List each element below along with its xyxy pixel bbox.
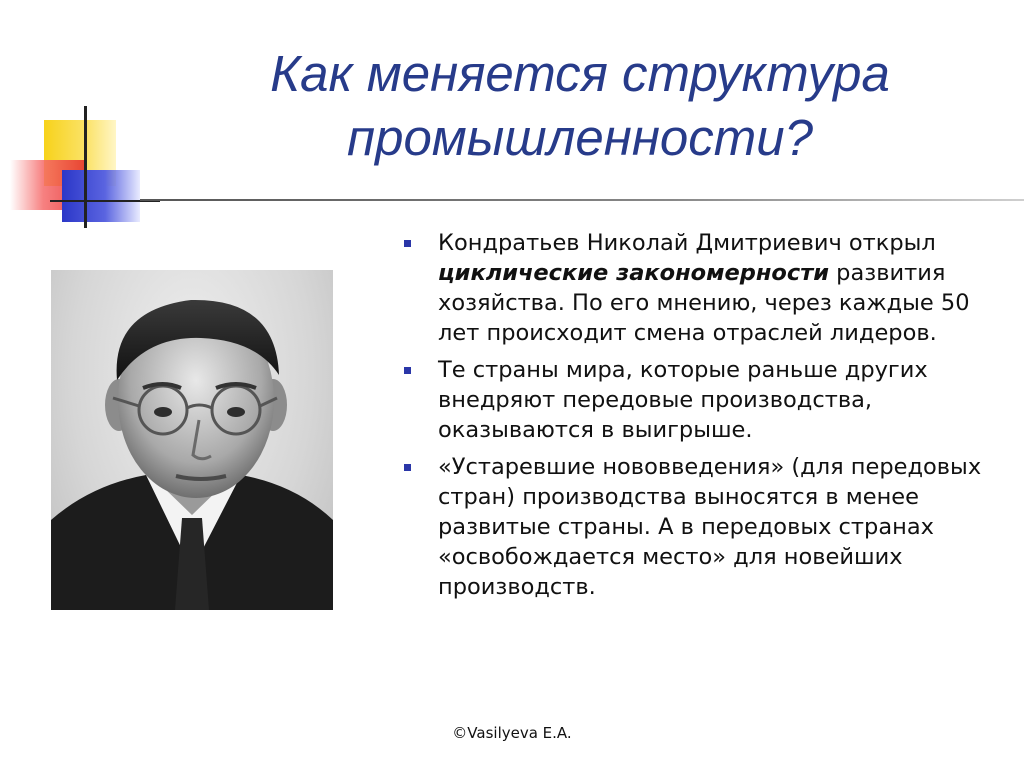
square-bullet-icon: [404, 240, 411, 247]
square-bullet-icon: [404, 367, 411, 374]
portrait-photo: [51, 270, 333, 610]
title-divider: [140, 199, 1024, 201]
vertical-line-decoration: [84, 106, 87, 228]
bullet-list: [398, 228, 1008, 609]
bullet-text: Те страны мира, которые раньше других внедряют передовые производства, оказываются в выигрыше.: [438, 357, 928, 443]
bullet-item-leaders: [398, 355, 1008, 445]
bullet-text: «Устаревшие нововведения» (для передовых стран) производства выносятся в менее развитые страны. А в передовых странах «освобождается место» для новейших производств.: [438, 454, 982, 600]
title-line-1: Как меняется структура: [270, 45, 890, 102]
bullet-emphasis: циклические закономерности: [438, 260, 830, 286]
square-bullet-icon: [404, 464, 411, 471]
bullet-item-outdated-innovations: [398, 452, 1008, 602]
portrait-illustration: [51, 270, 333, 610]
bullet-text-after: развития хозяйства. По его мнению, через каждые 50 лет происходит смена отраслей лидеров.: [438, 260, 970, 346]
bullet-item-kondratiev: [398, 228, 1008, 348]
slide-title: [200, 42, 960, 170]
copyright-footer: ©Vasilyeva E.A.: [452, 724, 572, 742]
blue-square-decoration: [62, 170, 140, 222]
decorative-logo: [0, 0, 160, 240]
title-line-2: промышленности?: [347, 109, 813, 166]
bullet-text-before: Кондратьев Николай Дмитриевич открыл: [438, 230, 936, 256]
